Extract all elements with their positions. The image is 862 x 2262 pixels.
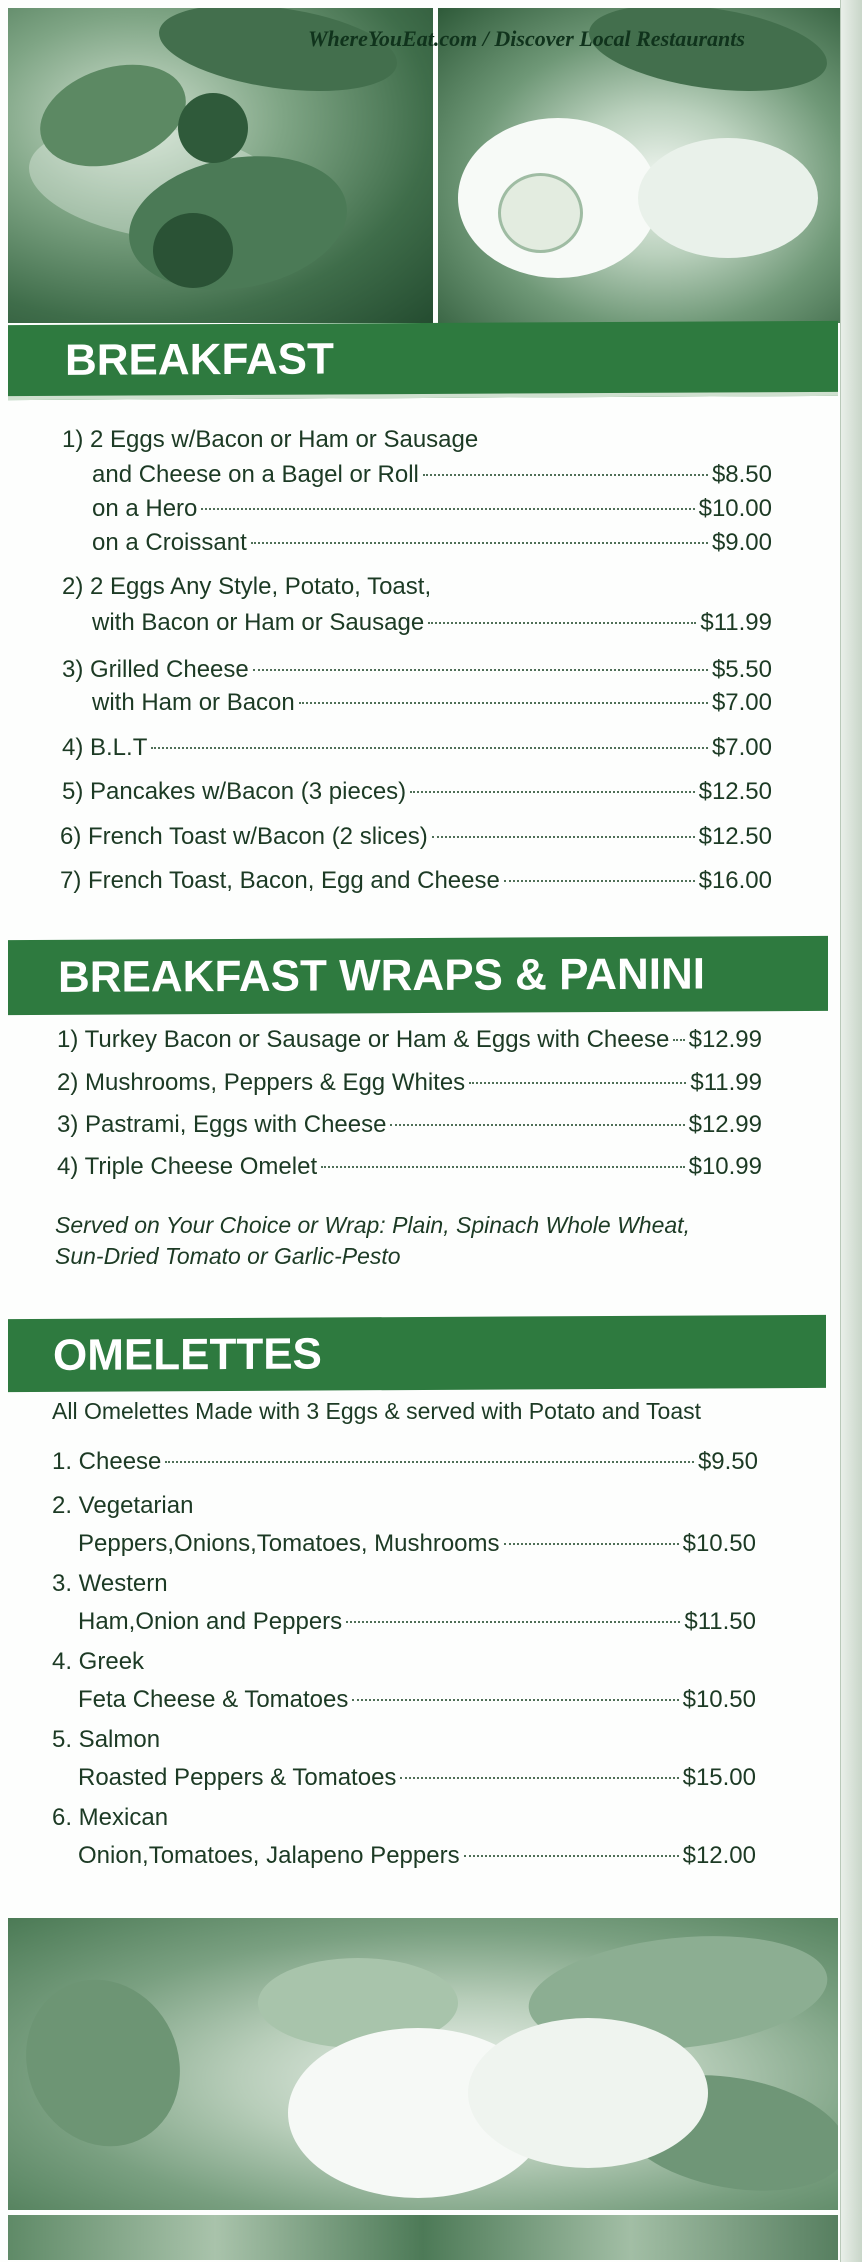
wraps-item-1 (57, 1026, 762, 1054)
item-desc: Ham,Onion and Peppers (78, 1608, 343, 1635)
dot-leader (464, 1855, 679, 1857)
item-price: $11.50 (684, 1608, 756, 1635)
dot-leader (253, 669, 708, 671)
omelette-item-4 (78, 1686, 756, 1714)
item-label: 5) Pancakes w/Bacon (3 pieces) (62, 778, 407, 805)
omelette-item-6-name: 6. Mexican (52, 1804, 169, 1831)
item-price: $12.99 (688, 1111, 762, 1138)
item-price: $16.00 (698, 867, 772, 894)
item-label: 3) Grilled Cheese (62, 656, 249, 683)
dot-leader (352, 1699, 678, 1701)
item-price: $11.99 (690, 1069, 762, 1096)
breakfast-item-6 (60, 823, 772, 851)
photo-fried-eggs (438, 8, 840, 323)
item-label: 6) French Toast w/Bacon (2 slices) (60, 823, 428, 850)
dot-leader (504, 880, 695, 882)
breakfast-item-1-bagel (92, 461, 772, 489)
breakfast-item-5 (62, 778, 772, 806)
item-label: on a Croissant (92, 529, 247, 556)
wraps-item-4 (57, 1153, 762, 1181)
item-price: $9.50 (697, 1448, 758, 1475)
dot-leader (201, 508, 694, 510)
omelette-item-5 (78, 1764, 756, 1792)
dot-leader (251, 542, 708, 544)
photo-breakfast-plate (8, 1918, 838, 2210)
photo-toast-sandwiches (8, 8, 433, 323)
item-price: $12.99 (688, 1026, 762, 1053)
item-label: 2) Mushrooms, Peppers & Egg Whites (57, 1069, 466, 1096)
item-price: $10.99 (688, 1153, 762, 1180)
page-edge (840, 0, 862, 2262)
dot-leader (410, 791, 694, 793)
omelette-item-4-name: 4. Greek (52, 1648, 145, 1675)
item-desc: Roasted Peppers & Tomatoes (78, 1764, 397, 1791)
wraps-note-line-1: Served on Your Choice or Wrap: Plain, Spinach Whole Wheat, (55, 1212, 690, 1238)
item-label: 4) B.L.T (62, 734, 148, 761)
omelette-item-3 (78, 1608, 756, 1636)
omelette-item-6 (78, 1842, 756, 1870)
section-header-breakfast: BREAKFAST (8, 321, 838, 400)
item-label: 3) Pastrami, Eggs with Cheese (57, 1111, 387, 1138)
breakfast-item-1-title: 1) 2 Eggs w/Bacon or Ham or Sausage (62, 426, 479, 453)
breakfast-item-1-hero (92, 495, 772, 523)
item-desc: Peppers,Onions,Tomatoes, Mushrooms (78, 1530, 500, 1557)
omelettes-intro: All Omelettes Made with 3 Eggs & served with Potato and Toast (52, 1398, 702, 1424)
omelette-item-2 (78, 1530, 756, 1558)
dot-leader (151, 747, 708, 749)
dot-leader (165, 1461, 694, 1463)
item-label: with Bacon or Ham or Sausage (92, 609, 425, 636)
item-label: with Ham or Bacon (92, 689, 295, 716)
item-price: $9.00 (711, 529, 772, 556)
item-desc: Onion,Tomatoes, Jalapeno Peppers (78, 1842, 460, 1869)
breakfast-item-2-title: 2) 2 Eggs Any Style, Potato, Toast, (62, 573, 432, 600)
breakfast-item-1-croissant (92, 529, 772, 557)
item-price: $12.50 (698, 823, 772, 850)
photo-strip-bottom (8, 2215, 838, 2260)
dot-leader (299, 702, 708, 704)
item-price: $11.99 (700, 609, 772, 636)
item-price: $5.50 (711, 656, 772, 683)
dot-leader (423, 474, 708, 476)
breakfast-item-3 (62, 656, 772, 684)
item-label: 7) French Toast, Bacon, Egg and Cheese (60, 867, 500, 894)
dot-leader (432, 836, 695, 838)
item-label: on a Hero (92, 495, 198, 522)
item-label: 4) Triple Cheese Omelet (57, 1153, 318, 1180)
section-header-wraps-panini: BREAKFAST WRAPS & PANINI (8, 936, 828, 1015)
dot-leader (390, 1124, 684, 1126)
dot-leader (504, 1543, 679, 1545)
item-label: and Cheese on a Bagel or Roll (92, 461, 419, 488)
item-price: $15.00 (682, 1764, 756, 1791)
item-desc: Feta Cheese & Tomatoes (78, 1686, 349, 1713)
dot-leader (428, 622, 696, 624)
wraps-item-3 (57, 1111, 762, 1139)
dot-leader (673, 1039, 684, 1041)
item-price: $12.50 (698, 778, 772, 805)
dot-leader (321, 1166, 684, 1168)
dot-leader (346, 1621, 680, 1623)
omelette-item-3-name: 3. Western (52, 1570, 168, 1597)
breakfast-item-2-option (92, 609, 772, 637)
wraps-note-line-2: Sun-Dried Tomato or Garlic-Pesto (55, 1243, 401, 1269)
breakfast-item-3-option (92, 689, 772, 717)
item-price: $10.00 (698, 495, 772, 522)
item-price: $10.50 (682, 1686, 756, 1713)
dot-leader (469, 1082, 686, 1084)
omelette-item-1 (52, 1448, 758, 1476)
wraps-item-2 (57, 1069, 762, 1097)
dot-leader (400, 1777, 678, 1779)
item-price: $7.00 (711, 689, 772, 716)
section-header-omelettes: OMELETTES (8, 1315, 826, 1392)
omelette-item-2-name: 2. Vegetarian (52, 1492, 194, 1519)
item-price: $8.50 (711, 461, 772, 488)
item-price: $7.00 (711, 734, 772, 761)
item-price: $12.00 (682, 1842, 756, 1869)
item-label: 1) Turkey Bacon or Sausage or Ham & Eggs with Cheese (57, 1026, 670, 1053)
breakfast-item-7 (60, 867, 772, 895)
breakfast-item-4 (62, 734, 772, 762)
site-label: WhereYouEat.com / Discover Local Restaurants (308, 26, 745, 51)
item-price: $10.50 (682, 1530, 756, 1557)
omelette-item-5-name: 5. Salmon (52, 1726, 161, 1753)
item-label: 1. Cheese (52, 1448, 162, 1475)
